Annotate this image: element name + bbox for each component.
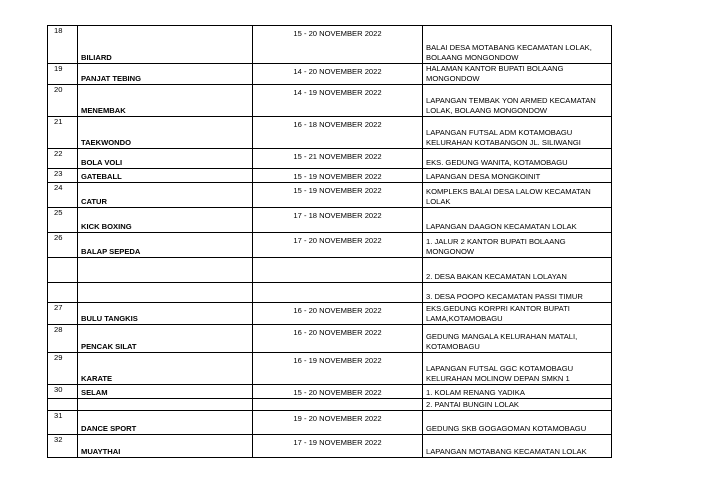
table-row (48, 85, 612, 117)
sport-name: MENEMBAK (78, 85, 253, 117)
row-number: 19 (48, 64, 78, 85)
row-number (48, 258, 78, 283)
venue: EKS.GEDUNG KORPRI KANTOR BUPATI LAMA,KOTAMOBAGU (423, 303, 612, 325)
venue: LAPANGAN MOTABANG KECAMATAN LOLAK (423, 435, 612, 458)
row-number: 29 (48, 353, 78, 385)
row-number: 32 (48, 435, 78, 458)
row-number: 26 (48, 233, 78, 258)
table-row (48, 325, 612, 353)
event-date: 16 - 20 NOVEMBER 2022 (253, 325, 423, 353)
table-row (48, 117, 612, 149)
row-number: 24 (48, 183, 78, 208)
event-date (253, 399, 423, 411)
sport-name: KARATE (78, 353, 253, 385)
sport-name: DANCE SPORT (78, 411, 253, 435)
schedule-table (47, 25, 612, 458)
table-row (48, 64, 612, 85)
venue: HALAMAN KANTOR BUPATI BOLAANG MONGONDOW (423, 64, 612, 85)
venue: GEDUNG MANGALA KELURAHAN MATALI, KOTAMOBAGU (423, 325, 612, 353)
event-date: 14 - 19 NOVEMBER 2022 (253, 85, 423, 117)
venue: 2. DESA BAKAN KECAMATAN LOLAYAN (423, 258, 612, 283)
sport-name: PENCAK SILAT (78, 325, 253, 353)
event-date: 16 - 19 NOVEMBER 2022 (253, 353, 423, 385)
sport-name (78, 283, 253, 303)
event-date: 15 - 20 NOVEMBER 2022 (253, 385, 423, 399)
venue: 1. KOLAM RENANG YADIKA (423, 385, 612, 399)
row-number: 30 (48, 385, 78, 399)
event-date: 19 - 20 NOVEMBER 2022 (253, 411, 423, 435)
venue: 2. PANTAI BUNGIN LOLAK (423, 399, 612, 411)
sport-name: BOLA VOLI (78, 149, 253, 169)
event-date (253, 283, 423, 303)
row-number: 18 (48, 26, 78, 64)
venue: LAPANGAN FUTSAL GGC KOTAMOBAGU KELURAHAN MOLINOW DEPAN SMKN 1 (423, 353, 612, 385)
event-date: 15 - 19 NOVEMBER 2022 (253, 169, 423, 183)
event-date: 15 - 19 NOVEMBER 2022 (253, 183, 423, 208)
sport-name (78, 258, 253, 283)
sport-name: GATEBALL (78, 169, 253, 183)
sport-name: PANJAT TEBING (78, 64, 253, 85)
table-row (48, 26, 612, 64)
venue: LAPANGAN DESA MONGKOINIT (423, 169, 612, 183)
event-date: 16 - 20 NOVEMBER 2022 (253, 303, 423, 325)
table-row (48, 385, 612, 399)
schedule-table-body (48, 26, 612, 458)
table-row (48, 208, 612, 233)
row-number: 20 (48, 85, 78, 117)
table-row (48, 258, 612, 283)
event-date (253, 258, 423, 283)
venue: 3. DESA POOPO KECAMATAN PASSI TIMUR (423, 283, 612, 303)
row-number: 31 (48, 411, 78, 435)
sport-name: BULU TANGKIS (78, 303, 253, 325)
event-date: 15 - 20 NOVEMBER 2022 (253, 26, 423, 64)
sport-name: CATUR (78, 183, 253, 208)
row-number: 28 (48, 325, 78, 353)
row-number (48, 283, 78, 303)
venue: EKS. GEDUNG WANITA, KOTAMOBAGU (423, 149, 612, 169)
sport-name: BALAP SEPEDA (78, 233, 253, 258)
row-number: 23 (48, 169, 78, 183)
table-row (48, 283, 612, 303)
venue: LAPANGAN DAAGON KECAMATAN LOLAK (423, 208, 612, 233)
event-date: 14 - 20 NOVEMBER 2022 (253, 64, 423, 85)
table-row (48, 233, 612, 258)
event-date: 17 - 18 NOVEMBER 2022 (253, 208, 423, 233)
sport-name (78, 399, 253, 411)
table-row (48, 303, 612, 325)
table-row (48, 411, 612, 435)
row-number: 21 (48, 117, 78, 149)
venue: BALAI DESA MOTABANG KECAMATAN LOLAK, BOLAANG MONGONDOW (423, 26, 612, 64)
venue: KOMPLEKS BALAI DESA LALOW KECAMATAN LOLAK (423, 183, 612, 208)
row-number: 22 (48, 149, 78, 169)
table-row (48, 169, 612, 183)
sport-name: MUAYTHAI (78, 435, 253, 458)
venue: 1. JALUR 2 KANTOR BUPATI BOLAANG MONGONOW (423, 233, 612, 258)
event-date: 16 - 18 NOVEMBER 2022 (253, 117, 423, 149)
table-row (48, 183, 612, 208)
venue: LAPANGAN FUTSAL ADM KOTAMOBAGU KELURAHAN KOTABANGON JL. SILIWANGI (423, 117, 612, 149)
table-row (48, 435, 612, 458)
table-row (48, 353, 612, 385)
event-date: 17 - 19 NOVEMBER 2022 (253, 435, 423, 458)
row-number: 27 (48, 303, 78, 325)
venue: GEDUNG SKB GOGAGOMAN KOTAMOBAGU (423, 411, 612, 435)
venue: LAPANGAN TEMBAK YON ARMED KECAMATAN LOLAK, BOLAANG MONGONDOW (423, 85, 612, 117)
table-row (48, 149, 612, 169)
row-number (48, 399, 78, 411)
sport-name: SELAM (78, 385, 253, 399)
sport-name: BILIARD (78, 26, 253, 64)
row-number: 25 (48, 208, 78, 233)
sport-name: KICK BOXING (78, 208, 253, 233)
sport-name: TAEKWONDO (78, 117, 253, 149)
event-date: 17 - 20 NOVEMBER 2022 (253, 233, 423, 258)
event-date: 15 - 21 NOVEMBER 2022 (253, 149, 423, 169)
table-row (48, 399, 612, 411)
